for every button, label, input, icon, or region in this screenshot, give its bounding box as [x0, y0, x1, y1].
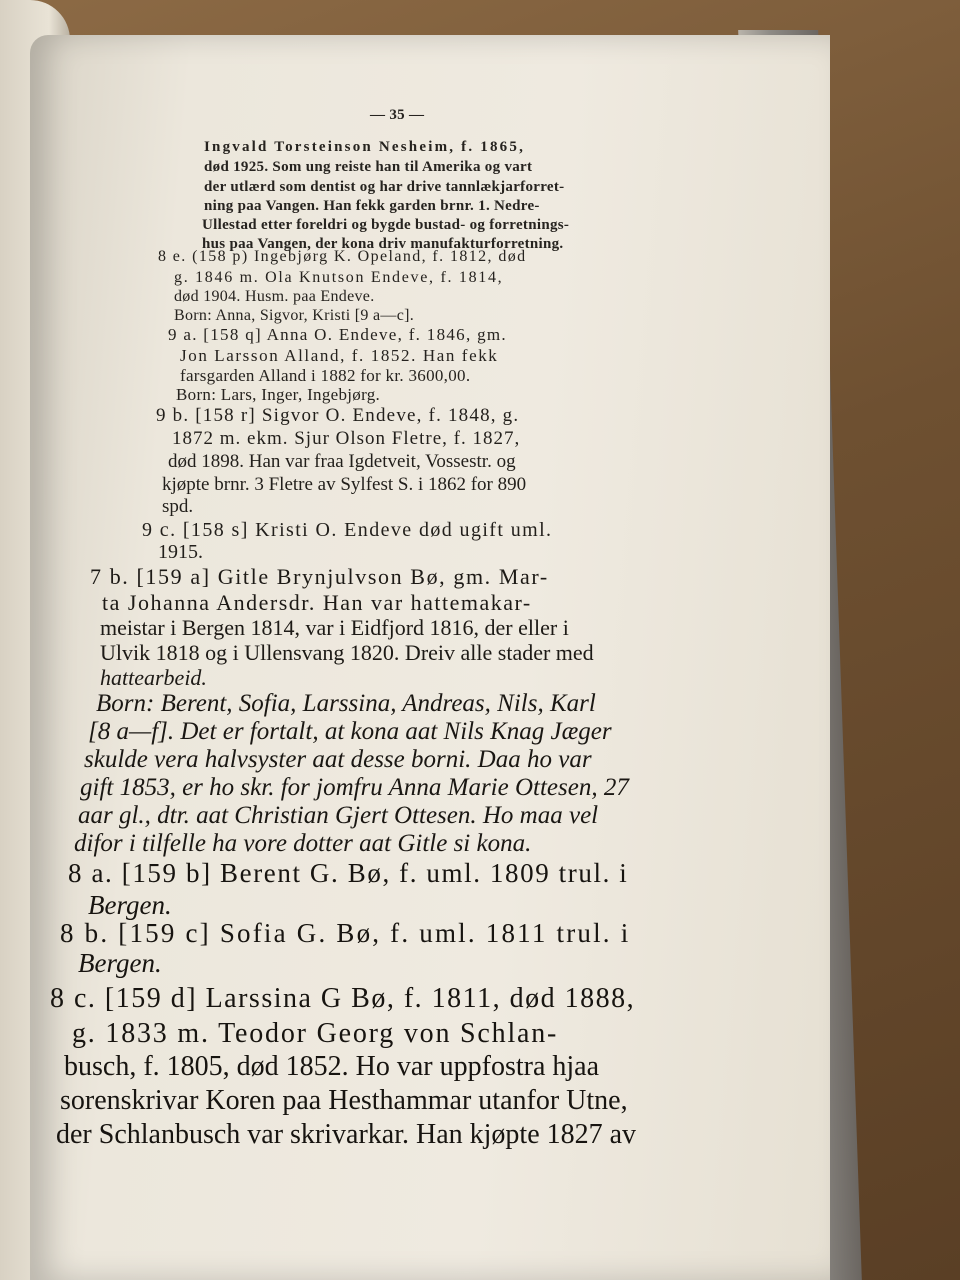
text-line: meistar i Bergen 1814, var i Eidfjord 1816, der eller i [100, 615, 569, 640]
text-line: 9 c. [158 s] Kristi O. Endeve død ugift uml. [142, 519, 553, 541]
text-line: Jon Larsson Alland, f. 1852. Han fekk [180, 346, 499, 365]
text-line: Born: Lars, Inger, Ingebjørg. [176, 385, 381, 404]
text-line: g. 1833 m. Teodor Georg von Schlan- [72, 1018, 559, 1049]
book-page [30, 35, 830, 1280]
text-line: død 1898. Han var fraa Igdetveit, Vossestr. og [168, 451, 516, 472]
text-line: 1872 m. ekm. Sjur Olson Fletre, f. 1827, [172, 428, 521, 449]
text-line: gift 1853, er ho skr. for jomfru Anna Marie Ottesen, 27 [80, 774, 629, 801]
text-line: farsgarden Alland i 1882 for kr. 3600,00. [180, 366, 471, 385]
text-line: sorenskrivar Koren paa Hesthammar utanfor Utne, [60, 1085, 628, 1116]
text-line: Ulvik 1818 og i Ullensvang 1820. Dreiv alle stader med [100, 640, 594, 665]
text-line: der Schlanbusch var skrivarkar. Han kjøpte 1827 av [56, 1119, 637, 1150]
text-line: ta Johanna Andersdr. Han var hattemakar- [102, 590, 532, 615]
text-line: busch, f. 1805, død 1852. Ho var uppfostra hjaa [64, 1051, 600, 1082]
text-line: 9 a. [158 q] Anna O. Endeve, f. 1846, gm. [168, 325, 507, 344]
text-line: 8 b. [159 c] Sofia G. Bø, f. uml. 1811 trul. i [60, 918, 631, 948]
text-line: 9 b. [158 r] Sigvor O. Endeve, f. 1848, g. [156, 405, 520, 426]
text-line: død 1904. Husm. paa Endeve. [174, 288, 375, 305]
text-line: [8 a—f]. Det er fortalt, at kona aat Nils Knag Jæger [88, 718, 612, 745]
text-line: hattearbeid. [100, 665, 207, 690]
text-line: Born: Berent, Sofia, Larssina, Andreas, Nils, Karl [96, 690, 596, 717]
text-line: skulde vera halvsyster aat desse borni. Daa ho var [84, 746, 592, 773]
text-line: spd. [162, 496, 194, 517]
text-line: 8 c. [159 d] Larssina G Bø, f. 1811, død 1888, [50, 983, 636, 1014]
text-line: g. 1846 m. Ola Knutson Endeve, f. 1814, [174, 269, 504, 286]
text-line: difor i tilfelle ha vore dotter aat Gitle si kona. [74, 830, 532, 857]
text-line: Bergen. [78, 948, 162, 978]
text-line: 1915. [158, 541, 203, 563]
text-line: 8 e. (158 p) Ingebjørg K. Opeland, f. 1812, død [158, 248, 527, 265]
text-line: 8 a. [159 b] Berent G. Bø, f. uml. 1809 trul. i [68, 858, 629, 888]
text-line: Born: Anna, Sigvor, Kristi [9 a—c]. [174, 307, 415, 324]
text-line: Ingvald Torsteinson Nesheim, f. 1865, [204, 139, 526, 155]
text-line: død 1925. Som ung reiste han til Amerika og vart [204, 159, 533, 175]
text-line: hus paa Vangen, der kona driv manufakturforretning. [202, 236, 564, 252]
page-number: — 35 — [370, 107, 425, 123]
text-line: 7 b. [159 a] Gitle Brynjulvson Bø, gm. Mar- [90, 564, 549, 589]
text-line: Ullestad etter foreldri og bygde bustad- og forretnings- [202, 217, 570, 233]
text-line: der utlærd som dentist og har drive tannlækjarforret- [204, 179, 565, 195]
text-line: kjøpte brnr. 3 Fletre av Sylfest S. i 1862 for 890 [162, 474, 527, 495]
text-line: aar gl., dtr. aat Christian Gjert Ottesen. Ho maa vel [78, 802, 599, 829]
text-line: Bergen. [88, 890, 172, 920]
text-line: ning paa Vangen. Han fekk garden brnr. 1. Nedre- [204, 198, 540, 214]
